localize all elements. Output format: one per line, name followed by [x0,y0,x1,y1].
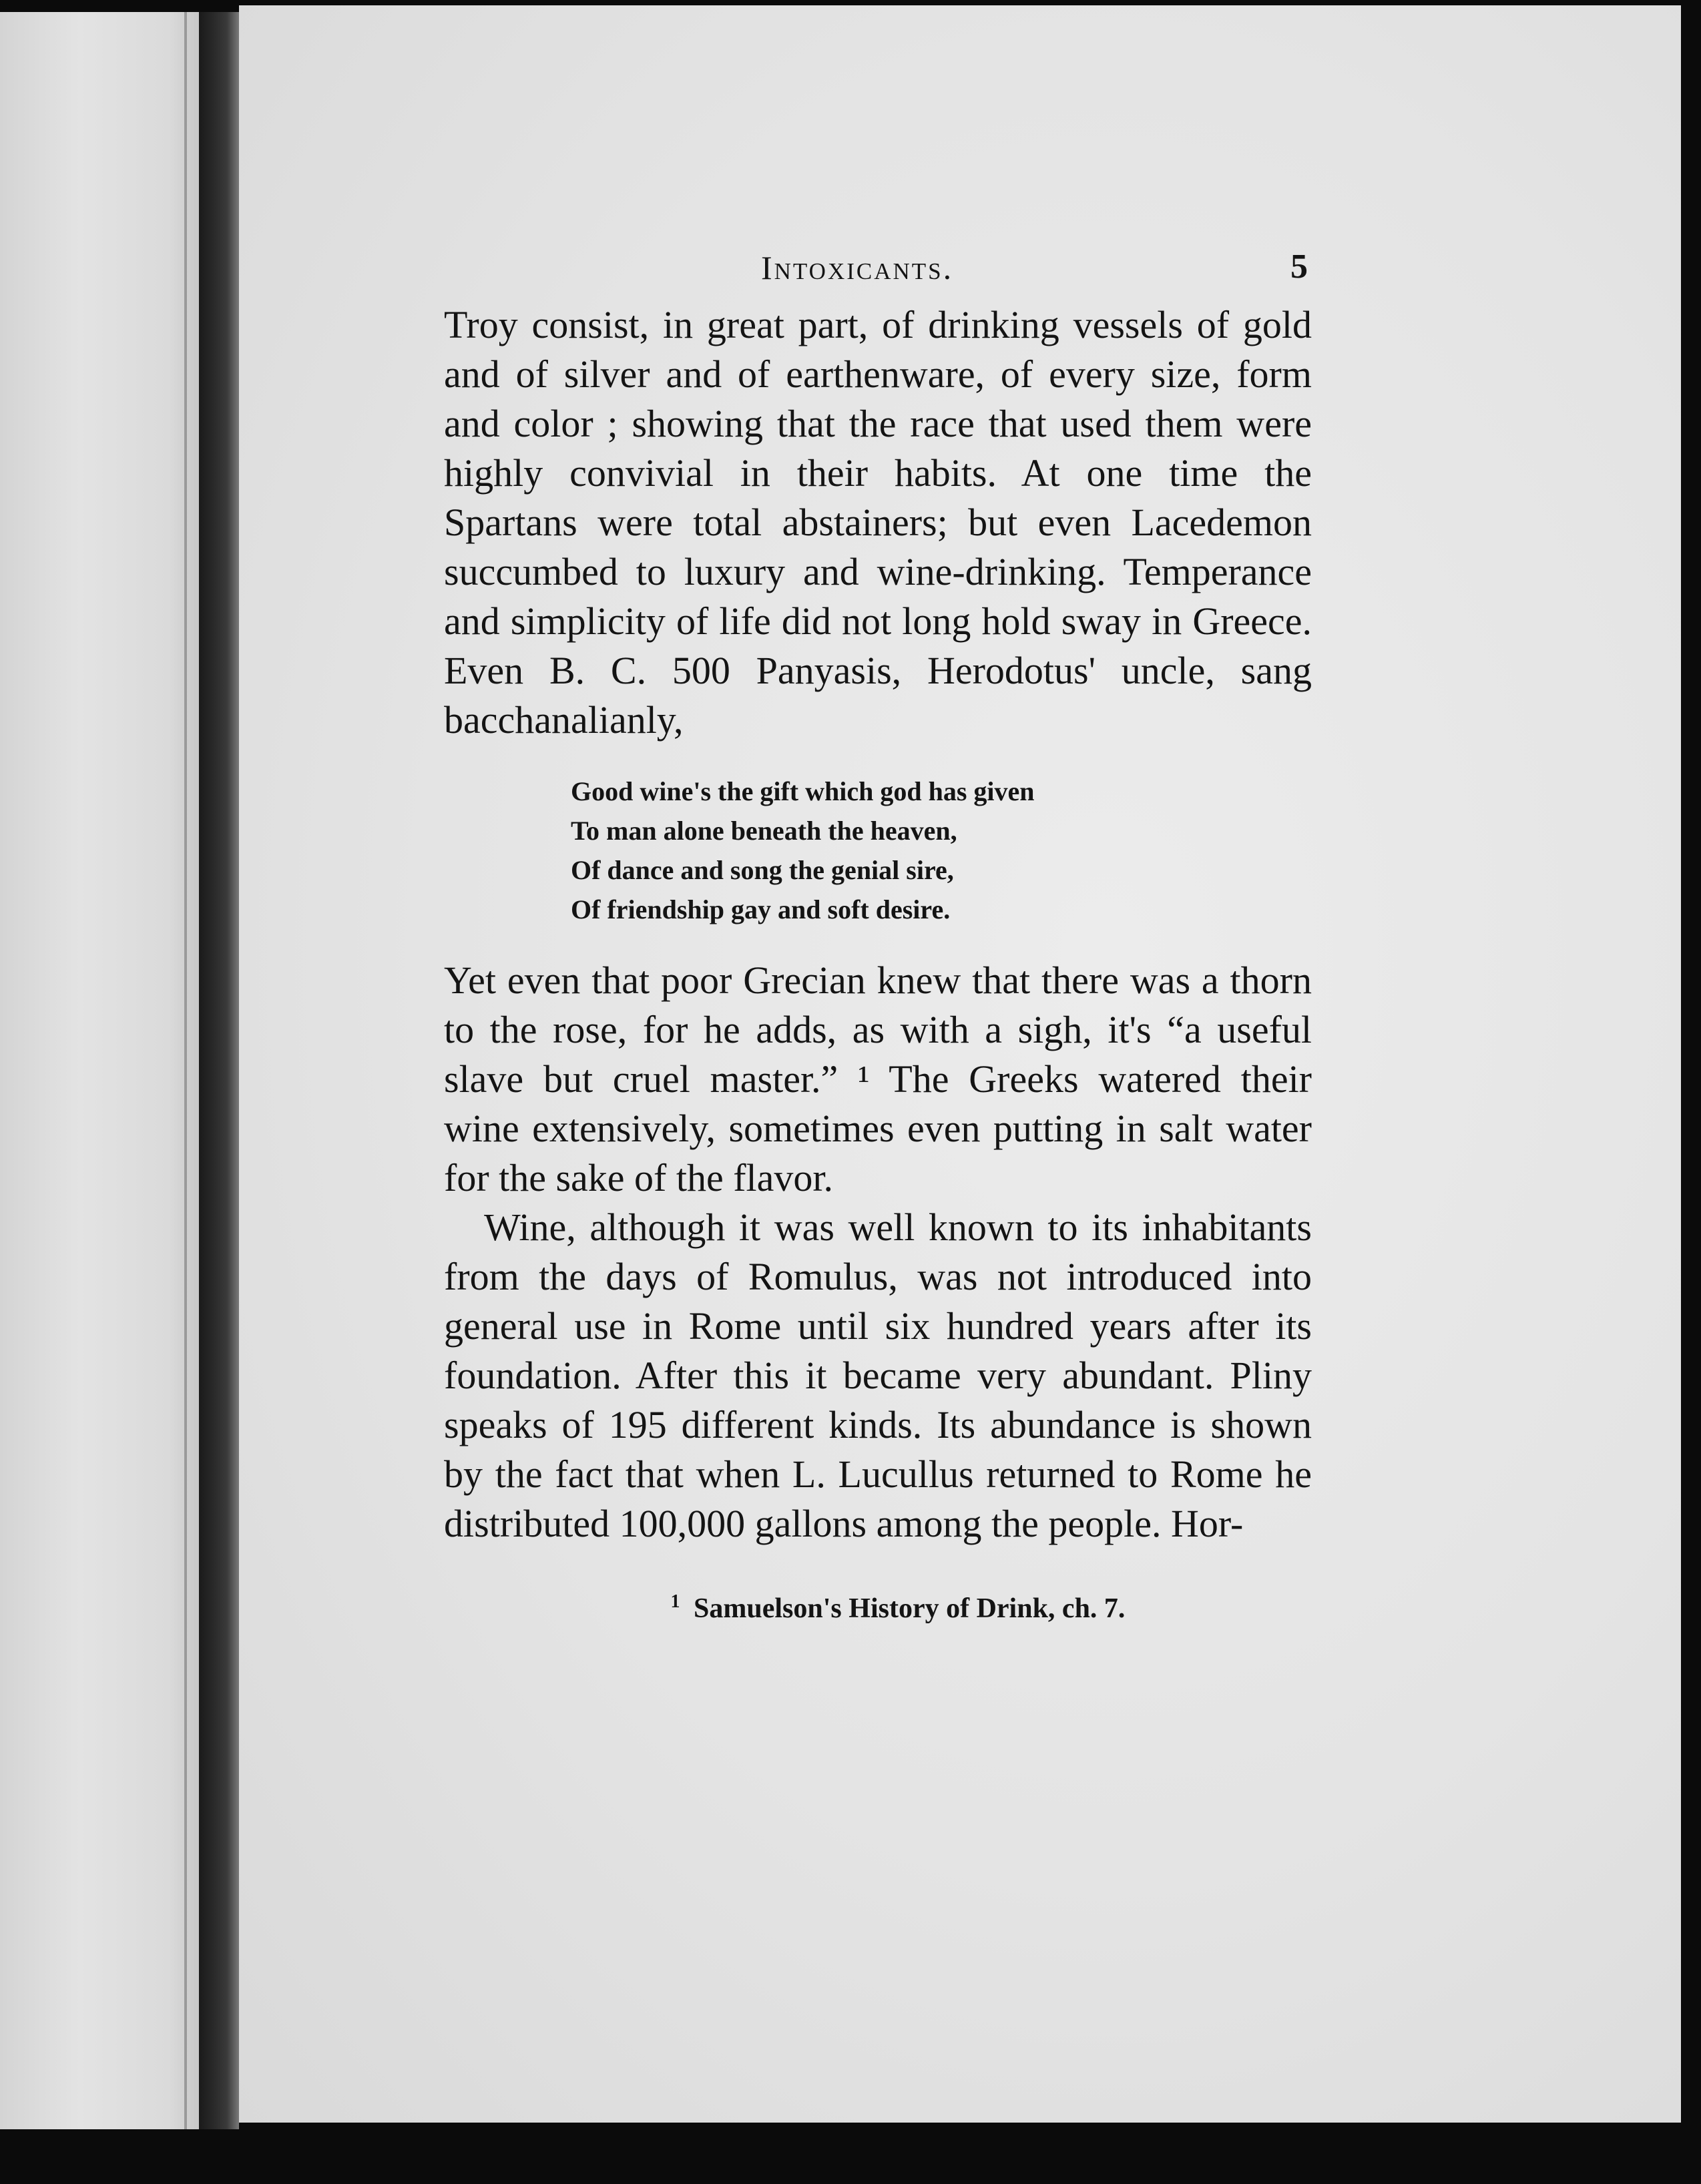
footnote [444,1591,1312,1625]
right-border [1681,0,1701,2184]
running-head [444,240,1312,300]
footnote-marker: 1 [670,1591,680,1612]
verse-line: Of dance and song the genial sire, [571,855,954,885]
page-number: 5 [1290,248,1308,286]
left-page-edge [0,12,199,2129]
verse-line: Good wine's the gift which god has given [571,776,1035,806]
verse-quotation [571,772,1312,929]
verse-line: To man alone beneath the heaven, [571,816,957,846]
book-spine [199,12,239,2129]
page-text-block [444,240,1312,1625]
footnote-text: Samuelson's History of Drink, ch. 7. [694,1593,1126,1624]
running-title: Intoxicants. [761,249,954,286]
paragraph-1: Troy consist, in great part, of drinking vessels of gold and of silver and of earthenware, of every size, form and color ; showing that the race that used them were highly convivial in their habits. At one time the Spartans were total abstainers; but even Lacedemon succumbed to luxury and wine-drinking. Temperance and simplicity of life did not long hold sway in Greece. Even B. C. 500 Panyasis, Herodotus' uncle, sang bacchanalianly, [444,303,1312,742]
verse-line: Of friendship gay and soft desire. [571,894,951,924]
left-page-fold-line [184,12,187,2129]
paragraph-3: Wine, although it was well known to its inhabitants from the days of Romulus, was not introduced into general use in Rome until six hundred years after its foundation. After this it became very abundant. Pliny speaks of 195 different kinds. Its abundance is shown by the fact that when L. Lucullus returned to Rome he distributed 100,000 gallons among the people. Hor- [444,1205,1312,1545]
paragraph-2: Yet even that poor Grecian knew that there was a thorn to the rose, for he adds, as with a sigh, it's “a useful slave but cruel master.” ¹ The Greeks watered their wine extensively, sometimes even putting in salt water for the sake of the flavor. [444,959,1312,1199]
